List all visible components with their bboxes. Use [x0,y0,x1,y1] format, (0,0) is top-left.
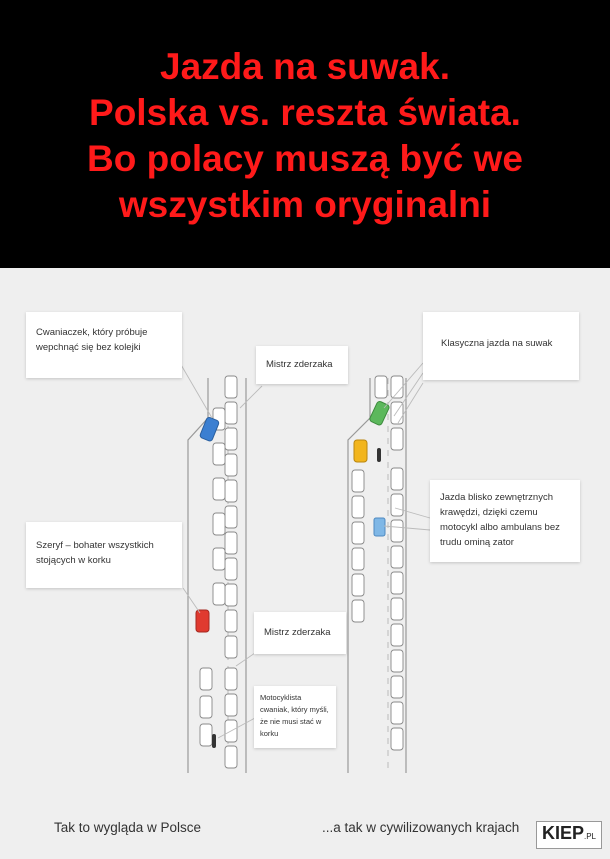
car-outline [391,676,403,698]
car-outline [391,702,403,724]
title-line-3: Bo polacy muszą być we [87,138,523,179]
title-line-4: wszystkim oryginalni [118,184,492,225]
motorcycle-right [377,448,381,462]
callout-klasyczna-jazda: Klasyczna jazda na suwak [423,312,579,380]
car-outline [352,496,364,518]
car-outline [352,470,364,492]
car-outline [391,598,403,620]
car-outline [225,746,237,768]
car-outline [225,668,237,690]
car-outline [391,520,403,542]
car-outline [352,600,364,622]
car-outline [225,402,237,424]
car-outline [225,694,237,716]
callout-mistrz-zderzaka-bottom: Mistrz zderzaka [254,612,346,654]
car-outline [391,572,403,594]
car-outline [225,636,237,658]
car-outline [391,624,403,646]
title-line-1: Jazda na suwak. [160,46,450,87]
caption-world: ...a tak w cywilizowanych krajach [322,820,520,835]
red-car-szeryf [196,610,209,632]
car-outline [225,454,237,476]
caption-poland: Tak to wygląda w Polsce [54,820,202,835]
car-outline [213,478,225,500]
yellow-car [354,440,367,462]
car-outline [200,724,212,746]
car-outline [213,548,225,570]
infographic-panel [0,268,610,859]
car-outline [200,696,212,718]
callout-mistrz-zderzaka-top: Mistrz zderzaka [256,346,348,384]
car-outline [213,443,225,465]
callout-szeryf: Szeryf – bohater wszystkich stojących w korku [26,522,182,588]
callout-jazda-blisko: Jazda blisko zewnętrznych krawędzi, dzięki czemu motocykl albo ambulans bez trudu ominą zator [430,480,580,562]
ambulance [374,518,385,536]
car-outline [391,728,403,750]
car-outline [213,513,225,535]
car-outline [225,558,237,580]
title-banner [0,0,610,270]
car-outline [213,583,225,605]
car-outline [200,668,212,690]
callout-motocyklista: Motocyklista cwaniak, który myśli, że nie musi stać w korku [254,686,336,748]
title-line-2: Polska vs. reszta świata. [89,92,521,133]
car-outline [225,584,237,606]
kiep-watermark: KIEP.PL [536,821,602,849]
car-outline [391,494,403,516]
right-queue-cars [352,376,403,750]
car-outline [391,650,403,672]
car-outline [352,522,364,544]
car-outline [225,480,237,502]
car-outline [225,428,237,450]
motorcycle-left [212,734,216,748]
car-outline [391,546,403,568]
car-outline [391,428,403,450]
car-outline [391,468,403,490]
car-outline [225,610,237,632]
car-outline [352,574,364,596]
car-outline [391,376,403,398]
car-outline [225,532,237,554]
car-outline [225,506,237,528]
car-outline [352,548,364,570]
car-outline [375,376,387,398]
car-outline [225,376,237,398]
callout-cwaniaczek: Cwaniaczek, który próbuje wepchnąć się bez kolejki [26,312,182,378]
blue-car-cwaniaczek [199,417,219,442]
